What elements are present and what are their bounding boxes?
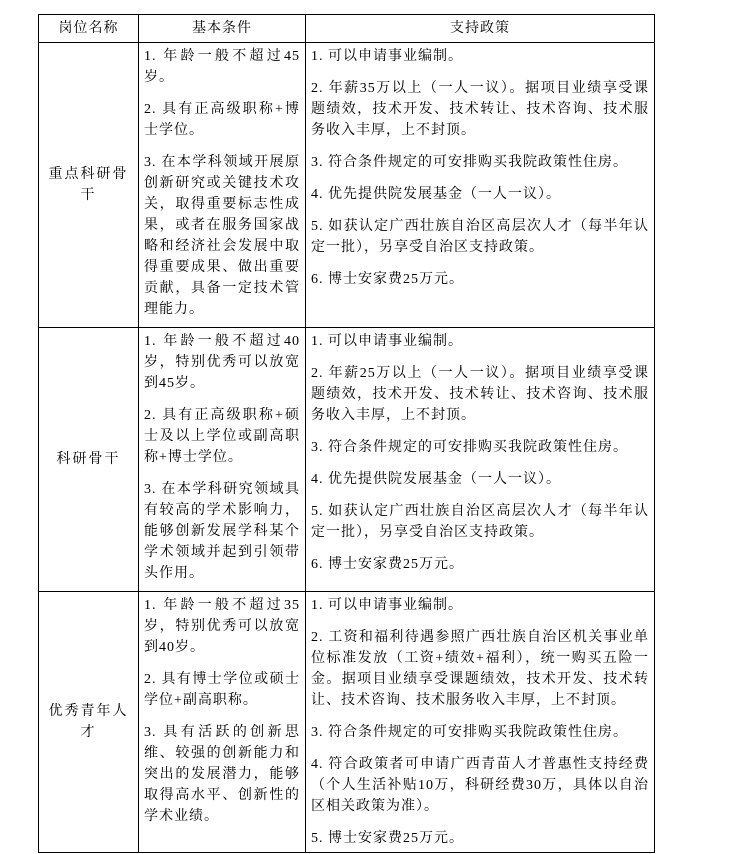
condition-item: 1. 年龄一般不超过45岁。 bbox=[144, 49, 300, 85]
policy-item: 5. 博士安家费25万元。 bbox=[311, 831, 464, 846]
condition-item: 3. 在本学科研究领域具有较高的学术影响力，能够创新发展学科某个学术领域并起到引领带头作用。 bbox=[144, 482, 300, 581]
policy-item: 5. 如获认定广西壮族自治区高层次人才（每半年认定一批），另享受自治区支持政策。 bbox=[311, 219, 649, 255]
condition-item: 2. 具有博士学位或硕士学位+副高职称。 bbox=[144, 672, 300, 708]
table-row-outstanding-young-talent bbox=[39, 592, 655, 853]
condition-item: 3. 在本学科领域开展原创新研究或关键技术攻关，取得重要标志性成果，或者在服务国家战略和经济社会发展中取得重要成果、做出重要贡献，具备一定技术管理能力。 bbox=[144, 155, 300, 317]
position-name-cell: 科研骨干 bbox=[39, 328, 139, 592]
policy-item: 2. 工资和福利待遇参照广西壮族自治区机关事业单位标准发放（工资+绩效+福利），统一购买五险一金。据项目业绩享受课题绩效，技术开发、技术转让、技术咨询、技术服务收入丰厚，上不封顶。 bbox=[311, 630, 649, 708]
policy-item: 1. 可以申请事业编制。 bbox=[311, 598, 463, 613]
policy-item: 3. 符合条件规定的可安排购买我院政策性住房。 bbox=[311, 440, 628, 455]
basic-conditions-cell bbox=[139, 592, 306, 853]
condition-item: 2. 具有正高级职称+博士学位。 bbox=[144, 102, 300, 138]
column-header-basic-conditions: 基本条件 bbox=[139, 15, 306, 43]
support-policies-cell bbox=[306, 592, 655, 853]
position-name-cell: 优秀青年人才 bbox=[39, 592, 139, 853]
policy-item: 4. 优先提供院发展基金（一人一议）。 bbox=[311, 187, 561, 202]
policy-item: 1. 可以申请事业编制。 bbox=[311, 49, 463, 64]
policy-item: 6. 博士安家费25万元。 bbox=[311, 557, 464, 572]
table-row-research-backbone bbox=[39, 328, 655, 592]
policy-item: 4. 符合政策者可申请广西青苗人才普惠性支持经费（个人生活补贴10万，科研经费30万，具体以自治区相关政策为准）。 bbox=[311, 757, 649, 814]
table-row-key-research-backbone bbox=[39, 43, 655, 328]
support-policies-cell bbox=[306, 43, 655, 328]
policy-item: 5. 如获认定广西壮族自治区高层次人才（每半年认定一批），另享受自治区支持政策。 bbox=[311, 504, 649, 540]
column-header-support-policies: 支持政策 bbox=[306, 15, 655, 43]
recruitment-positions-table bbox=[38, 14, 655, 853]
condition-item: 2. 具有正高级职称+硕士及以上学位或副高职称+博士学位。 bbox=[144, 408, 300, 465]
policy-item: 6. 博士安家费25万元。 bbox=[311, 272, 464, 287]
basic-conditions-cell bbox=[139, 328, 306, 592]
condition-item: 3. 具有活跃的创新思维、较强的创新能力和突出的发展潜力，能够取得高水平、创新性的学术业绩。 bbox=[144, 725, 300, 824]
policy-item: 3. 符合条件规定的可安排购买我院政策性住房。 bbox=[311, 725, 628, 740]
support-policies-cell bbox=[306, 328, 655, 592]
policy-item: 2. 年薪35万以上（一人一议）。据项目业绩享受课题绩效，技术开发、技术转让、技术咨询、技术服务收入丰厚，上不封顶。 bbox=[311, 81, 649, 138]
table-header-row bbox=[39, 15, 655, 43]
basic-conditions-cell bbox=[139, 43, 306, 328]
condition-item: 1. 年龄一般不超过40岁，特别优秀可以放宽到45岁。 bbox=[144, 334, 300, 391]
condition-item: 1. 年龄一般不超过35岁，特别优秀可以放宽到40岁。 bbox=[144, 598, 300, 655]
policy-item: 4. 优先提供院发展基金（一人一议）。 bbox=[311, 472, 561, 487]
column-header-position-name: 岗位名称 bbox=[39, 15, 139, 43]
policy-item: 1. 可以申请事业编制。 bbox=[311, 334, 463, 349]
policy-item: 2. 年薪25万以上（一人一议）。据项目业绩享受课题绩效，技术开发、技术转让、技术咨询、技术服务收入丰厚，上不封顶。 bbox=[311, 366, 649, 423]
position-name-cell: 重点科研骨干 bbox=[39, 43, 139, 328]
policy-item: 3. 符合条件规定的可安排购买我院政策性住房。 bbox=[311, 155, 628, 170]
